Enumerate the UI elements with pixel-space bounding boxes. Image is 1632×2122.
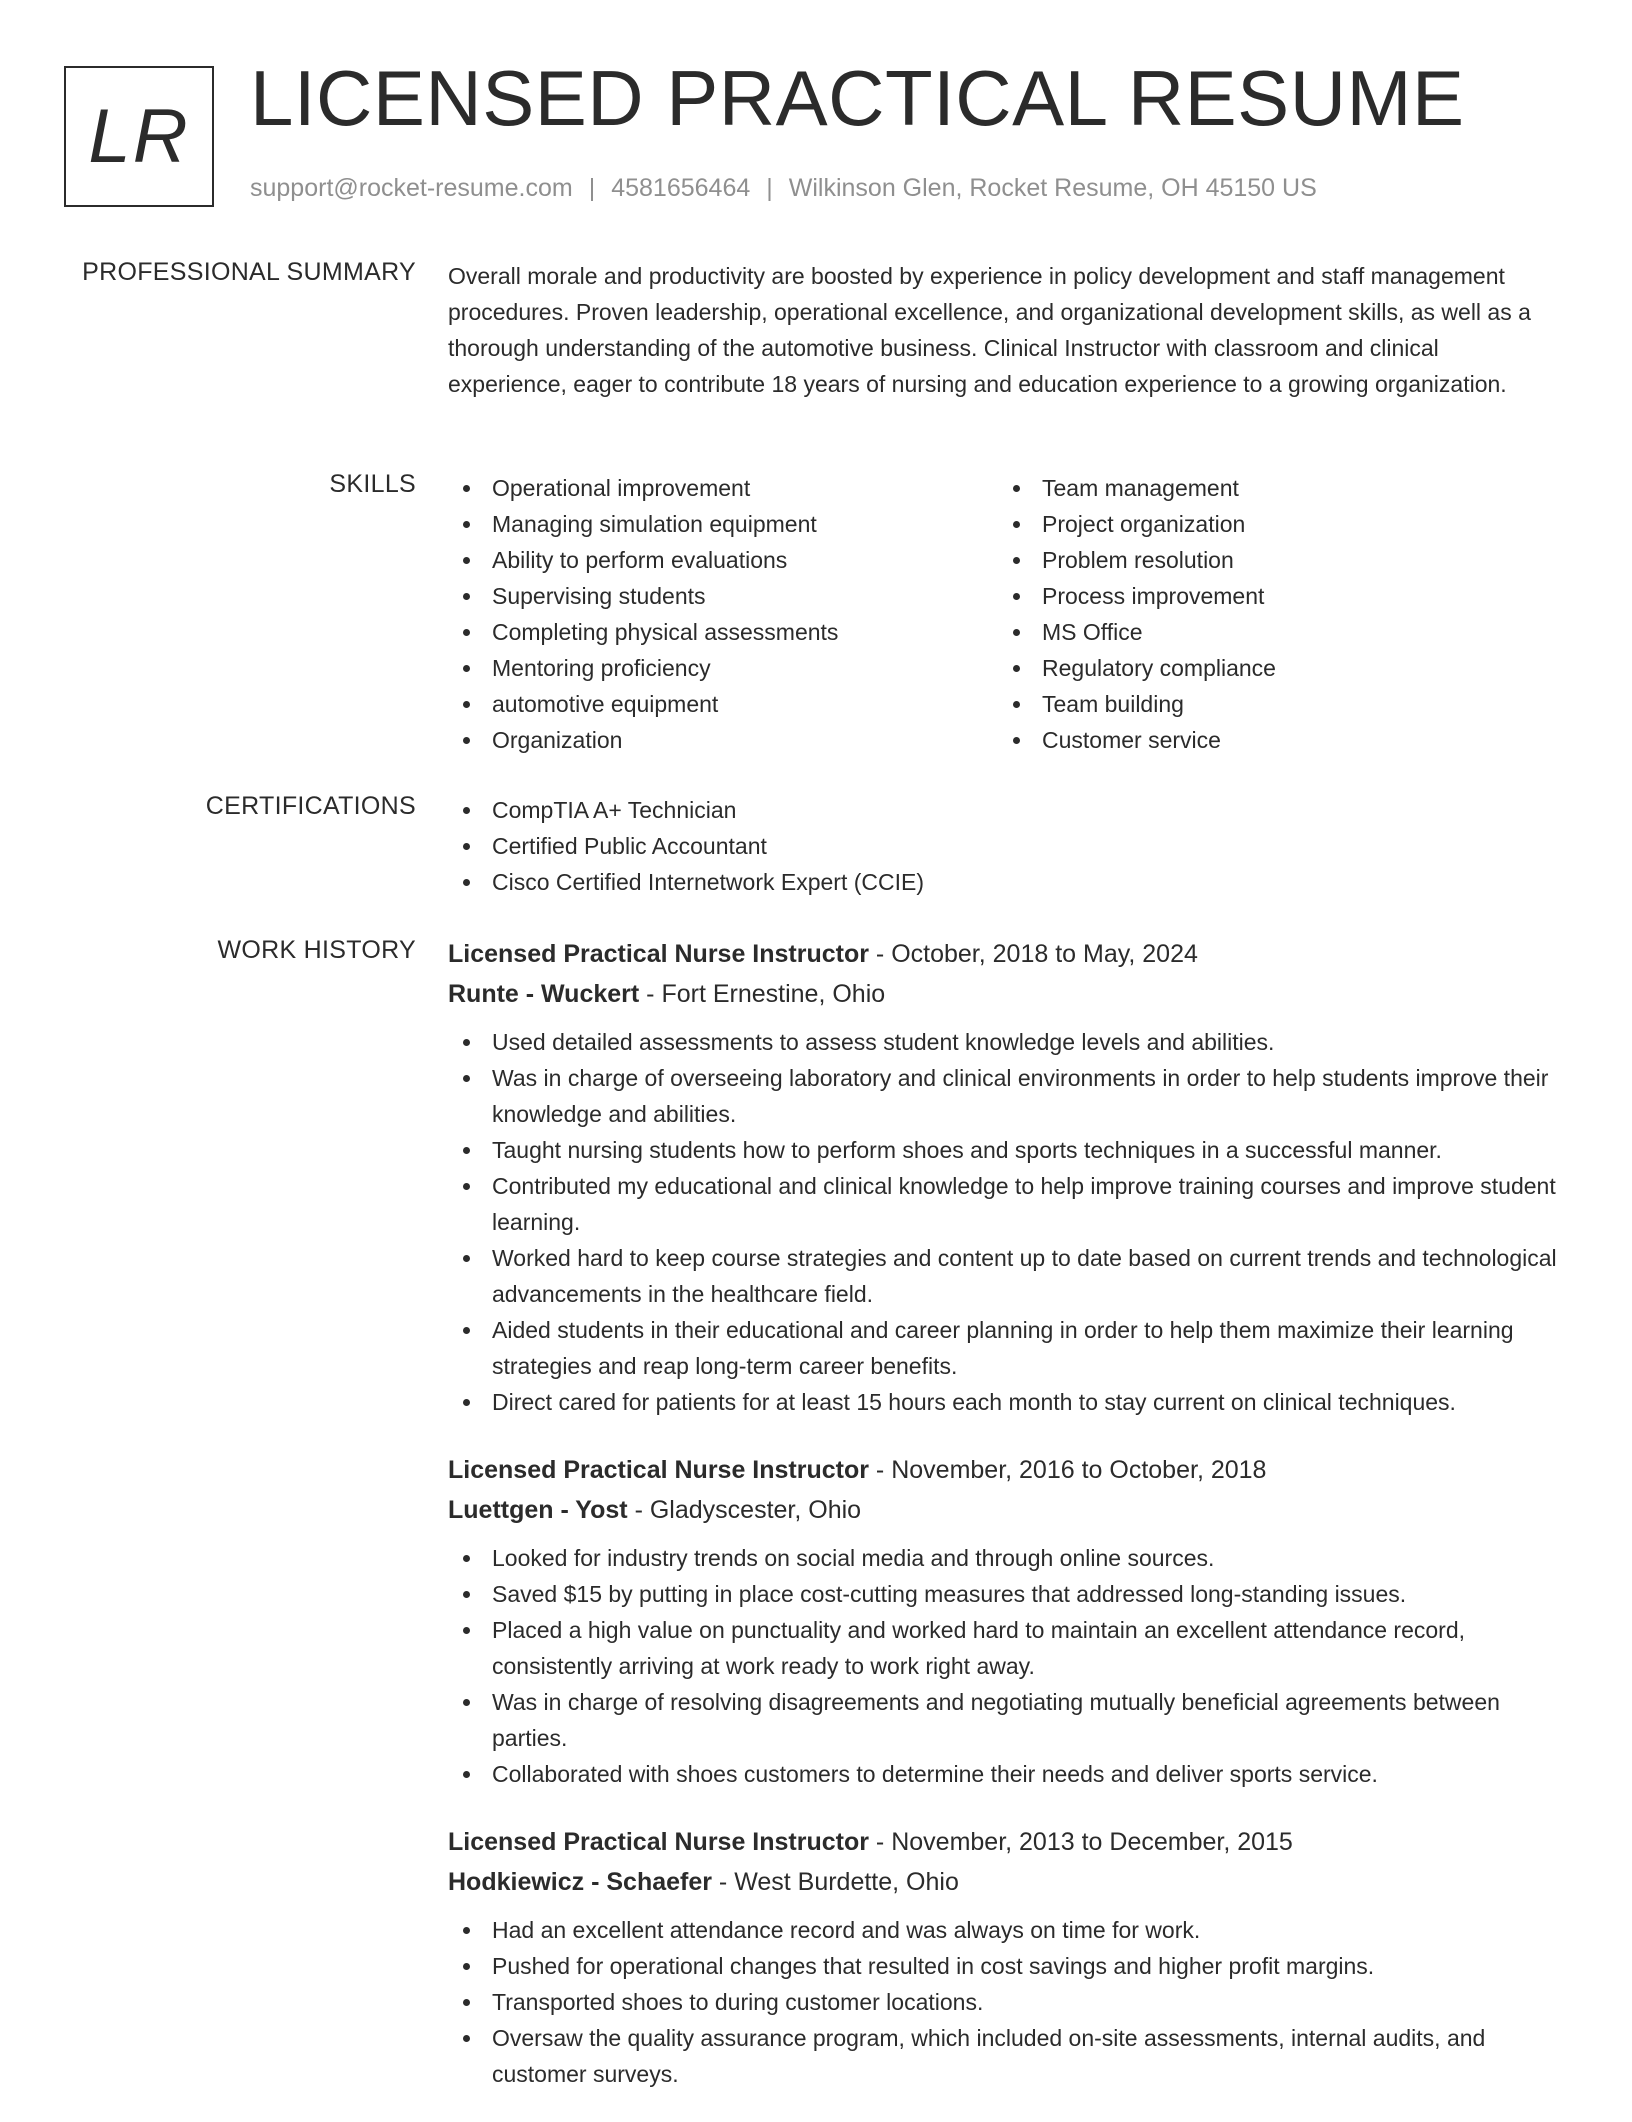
work-history-body [448, 934, 1564, 2122]
certifications-body [448, 792, 1564, 900]
job-duty-item: Contributed my educational and clinical knowledge to help improve training courses and improve student learning. [448, 1168, 1564, 1240]
job-location: - West Burdette, Ohio [711, 1868, 959, 1896]
skill-item: Organization [448, 722, 998, 758]
job-duty-item: Used detailed assessments to assess student knowledge levels and abilities. [448, 1024, 1564, 1060]
job-duty-item: Taught nursing students how to perform shoes and sports techniques in a successful manner. [448, 1132, 1564, 1168]
job-duties-list [448, 1540, 1564, 1792]
certifications-list [448, 792, 1564, 900]
job-duty-item: Oversaw the quality assurance program, which included on-site assessments, internal audits, and customer surveys. [448, 2020, 1564, 2092]
certification-item: Certified Public Accountant [448, 828, 1564, 864]
job-duties-list [448, 1912, 1564, 2092]
certifications-heading: CERTIFICATIONS [205, 792, 416, 820]
job-location: - Fort Ernestine, Ohio [639, 980, 886, 1008]
skill-item: MS Office [998, 614, 1548, 650]
job-title: Licensed Practical Nurse Instructor [448, 1828, 869, 1856]
skill-item: Supervising students [448, 578, 998, 614]
work-history-heading: WORK HISTORY [217, 936, 416, 964]
job-duty-item: Saved $15 by putting in place cost-cutting measures that addressed long-standing issues. [448, 1576, 1564, 1612]
job-duty-item: Looked for industry trends on social media and through online sources. [448, 1540, 1564, 1576]
job-title-line [448, 1450, 1564, 1490]
skill-item: Completing physical assessments [448, 614, 998, 650]
job-company-line [448, 1862, 1564, 1902]
job-company: Runte - Wuckert [448, 980, 640, 1008]
skill-item: Problem resolution [998, 542, 1548, 578]
job-entry [448, 934, 1564, 1420]
contact-separator: | [588, 174, 596, 202]
skill-item: Regulatory compliance [998, 650, 1548, 686]
job-company: Hodkiewicz - Schaefer [448, 1868, 712, 1896]
job-duties-list [448, 1024, 1564, 1420]
skill-item: Team building [998, 686, 1548, 722]
skills-list-left [448, 470, 998, 758]
contact-address: Wilkinson Glen, Rocket Resume, OH 45150 US [788, 174, 1317, 202]
job-entry [448, 1822, 1564, 2092]
skill-item: Operational improvement [448, 470, 998, 506]
certification-item: Cisco Certified Internetwork Expert (CCIE) [448, 864, 1564, 900]
summary-body [448, 258, 1564, 402]
job-location: - Gladyscester, Ohio [627, 1496, 862, 1524]
contact-separator: | [766, 174, 773, 202]
job-title: Licensed Practical Nurse Instructor [448, 940, 869, 968]
contact-line [250, 174, 1317, 203]
job-duty-item: Worked hard to keep course strategies and content up to date based on current trends and technological advancements in the healthcare field. [448, 1240, 1564, 1312]
job-company-line [448, 1490, 1564, 1530]
certification-item: CompTIA A+ Technician [448, 792, 1564, 828]
skill-item: Ability to perform evaluations [448, 542, 998, 578]
resume-title: LICENSED PRACTICAL RESUME [250, 54, 1465, 142]
contact-email: support@rocket-resume.com [250, 174, 573, 202]
job-duty-item: Transported shoes to during customer locations. [448, 1984, 1564, 2020]
job-duty-item: Was in charge of resolving disagreements and negotiating mutually beneficial agreements between parties. [448, 1684, 1564, 1756]
job-dates: - October, 2018 to May, 2024 [868, 940, 1198, 968]
job-company-line [448, 974, 1564, 1014]
skill-item: Managing simulation equipment [448, 506, 998, 542]
job-duty-item: Pushed for operational changes that resulted in cost savings and higher profit margins. [448, 1948, 1564, 1984]
monogram-initials: LR [88, 94, 190, 179]
job-dates: - November, 2016 to October, 2018 [868, 1456, 1267, 1484]
job-duty-item: Collaborated with shoes customers to determine their needs and deliver sports service. [448, 1756, 1564, 1792]
job-duty-item: Aided students in their educational and career planning in order to help them maximize their learning strategies and reap long-term career benefits. [448, 1312, 1564, 1384]
summary-heading: PROFESSIONAL SUMMARY [82, 258, 416, 286]
job-title-line [448, 1822, 1564, 1862]
job-duty-item: Placed a high value on punctuality and worked hard to maintain an excellent attendance record, consistently arriving at work ready to work right away. [448, 1612, 1564, 1684]
monogram-logo [64, 66, 214, 207]
skill-item: automotive equipment [448, 686, 998, 722]
job-company: Luettgen - Yost [448, 1496, 628, 1524]
skill-item: Customer service [998, 722, 1548, 758]
job-title-line [448, 934, 1564, 974]
job-duty-item: Direct cared for patients for at least 15 hours each month to stay current on clinical techniques. [448, 1384, 1564, 1420]
job-dates: - November, 2013 to December, 2015 [868, 1828, 1293, 1856]
job-title: Licensed Practical Nurse Instructor [448, 1456, 869, 1484]
skill-item: Project organization [998, 506, 1548, 542]
skill-item: Team management [998, 470, 1548, 506]
skills-body [448, 470, 1564, 758]
job-entry [448, 1450, 1564, 1792]
summary-text: Overall morale and productivity are boosted by experience in policy development and staff management procedures. Proven leadership, operational excellence, and organizational development skills, as well as a thorough understanding of the automotive business. Clinical Instructor with classroom and clinical experience, eager to contribute 18 years of nursing and education experience to a growing organization. [448, 263, 1531, 397]
skill-item: Process improvement [998, 578, 1548, 614]
job-duty-item: Had an excellent attendance record and was always on time for work. [448, 1912, 1564, 1948]
contact-phone: 4581656464 [611, 174, 751, 202]
job-duty-item: Was in charge of overseeing laboratory and clinical environments in order to help students improve their knowledge and abilities. [448, 1060, 1564, 1132]
skills-list-right [998, 470, 1548, 758]
skill-item: Mentoring proficiency [448, 650, 998, 686]
skills-heading: SKILLS [329, 470, 416, 498]
